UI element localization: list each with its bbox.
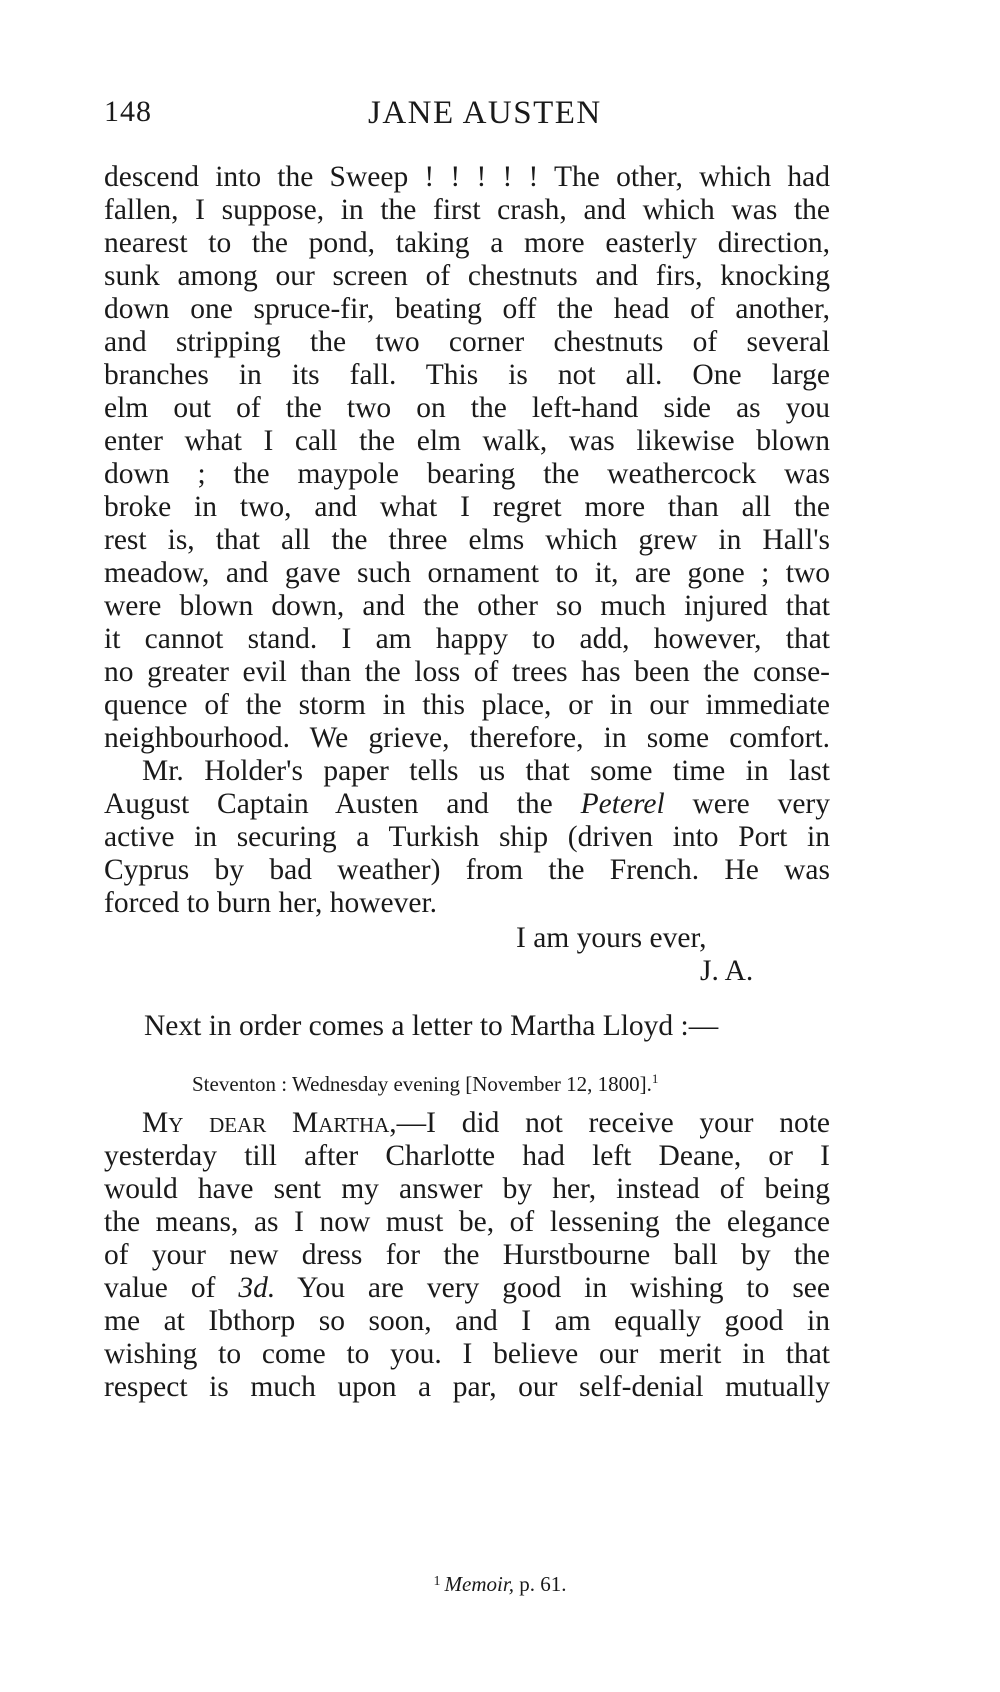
text-line: the means, as I now must be, of lessening the elegance bbox=[104, 1206, 830, 1238]
valediction: I am yours ever, bbox=[516, 922, 707, 954]
text-line: neighbourhood. We grieve, therefore, in some comfort. bbox=[104, 722, 830, 754]
footnote-ref: 1 bbox=[651, 1071, 659, 1086]
text-line: wishing to come to you. I believe our merit in that bbox=[104, 1338, 830, 1370]
text-line: branches in its fall. This is not all. One large bbox=[104, 359, 830, 391]
text-line: rest is, that all the three elms which grew in Hall's bbox=[104, 524, 830, 556]
dateline-text: Steventon : Wednesday evening [November 12, 1800]. bbox=[192, 1072, 652, 1096]
text-line: down one spruce-fir, beating off the head of another, bbox=[104, 293, 830, 325]
text-line: respect is much upon a par, our self-denial mutually bbox=[104, 1371, 830, 1403]
text-segment: were very bbox=[664, 788, 830, 820]
text-line: quence of the storm in this place, or in our immediate bbox=[104, 689, 830, 721]
ship-name: Peterel bbox=[580, 788, 665, 820]
text-line bbox=[104, 788, 830, 821]
text-line: and stripping the two corner chestnuts of several bbox=[104, 326, 830, 358]
text-segment: value of bbox=[104, 1272, 239, 1304]
text-line: would have sent my answer by her, instead of being bbox=[104, 1173, 830, 1205]
holder-paragraph bbox=[104, 755, 830, 920]
text-line: elm out of the two on the left-hand side as you bbox=[104, 392, 830, 424]
text-line: Cyprus by bad weather) from the French. He was bbox=[104, 854, 830, 886]
text-line: down ; the maypole bearing the weathercock was bbox=[104, 458, 830, 490]
footnote-number: 1 bbox=[433, 1574, 441, 1589]
text-line: fallen, I suppose, in the first crash, and which was the bbox=[104, 194, 830, 226]
page-number: 148 bbox=[104, 95, 152, 128]
text-line: enter what I call the elm walk, was likewise blown bbox=[104, 425, 830, 457]
text-segment: You are very good in wishing to see bbox=[275, 1272, 830, 1304]
text-line bbox=[104, 1272, 830, 1305]
amount: 3d. bbox=[238, 1272, 276, 1304]
letter-dateline bbox=[104, 1071, 830, 1097]
text-line: descend into the Sweep ! ! ! ! ! The other, which had bbox=[104, 161, 830, 193]
signature: J. A. bbox=[700, 955, 754, 987]
storm-paragraph bbox=[104, 161, 830, 755]
text-line: were blown down, and the other so much injured that bbox=[104, 590, 830, 622]
text-line: sunk among our screen of chestnuts and firs, knocking bbox=[104, 260, 830, 292]
text-line: of your new dress for the Hurstbourne ball by the bbox=[104, 1239, 830, 1271]
text-line: me at Ibthorp so soon, and I am equally good in bbox=[104, 1305, 830, 1337]
text-line: yesterday till after Charlotte had left Deane, or I bbox=[104, 1140, 830, 1172]
text-line: Mr. Holder's paper tells us that some time in last bbox=[142, 755, 830, 787]
page-header bbox=[0, 95, 1000, 145]
text-line bbox=[104, 1107, 830, 1140]
letter-paragraph bbox=[104, 1107, 830, 1404]
text-line: it cannot stand. I am happy to add, however, that bbox=[104, 623, 830, 655]
text-segment: August Captain Austen and the bbox=[104, 788, 581, 820]
text-line: broke in two, and what I regret more than all the bbox=[104, 491, 830, 523]
text-segment: —I did not receive your note bbox=[396, 1107, 830, 1139]
salutation: My dear Martha, bbox=[142, 1107, 397, 1139]
footnote bbox=[0, 1572, 1000, 1597]
footnote-page: p. 61. bbox=[513, 1572, 567, 1596]
body-text bbox=[104, 161, 830, 1404]
footnote-title: Memoir, bbox=[444, 1572, 514, 1596]
running-head: JANE AUSTEN bbox=[368, 95, 602, 131]
text-line: meadow, and gave such ornament to it, are gone ; two bbox=[104, 557, 830, 589]
text-line: nearest to the pond, taking a more easterly direction, bbox=[104, 227, 830, 259]
text-line: active in securing a Turkish ship (driven into Port in bbox=[104, 821, 830, 853]
intro-line: Next in order comes a letter to Martha Lloyd :— bbox=[144, 1010, 719, 1042]
text-line: forced to burn her, however. bbox=[104, 887, 438, 919]
text-line: no greater evil than the loss of trees has been the conse- bbox=[104, 656, 830, 688]
